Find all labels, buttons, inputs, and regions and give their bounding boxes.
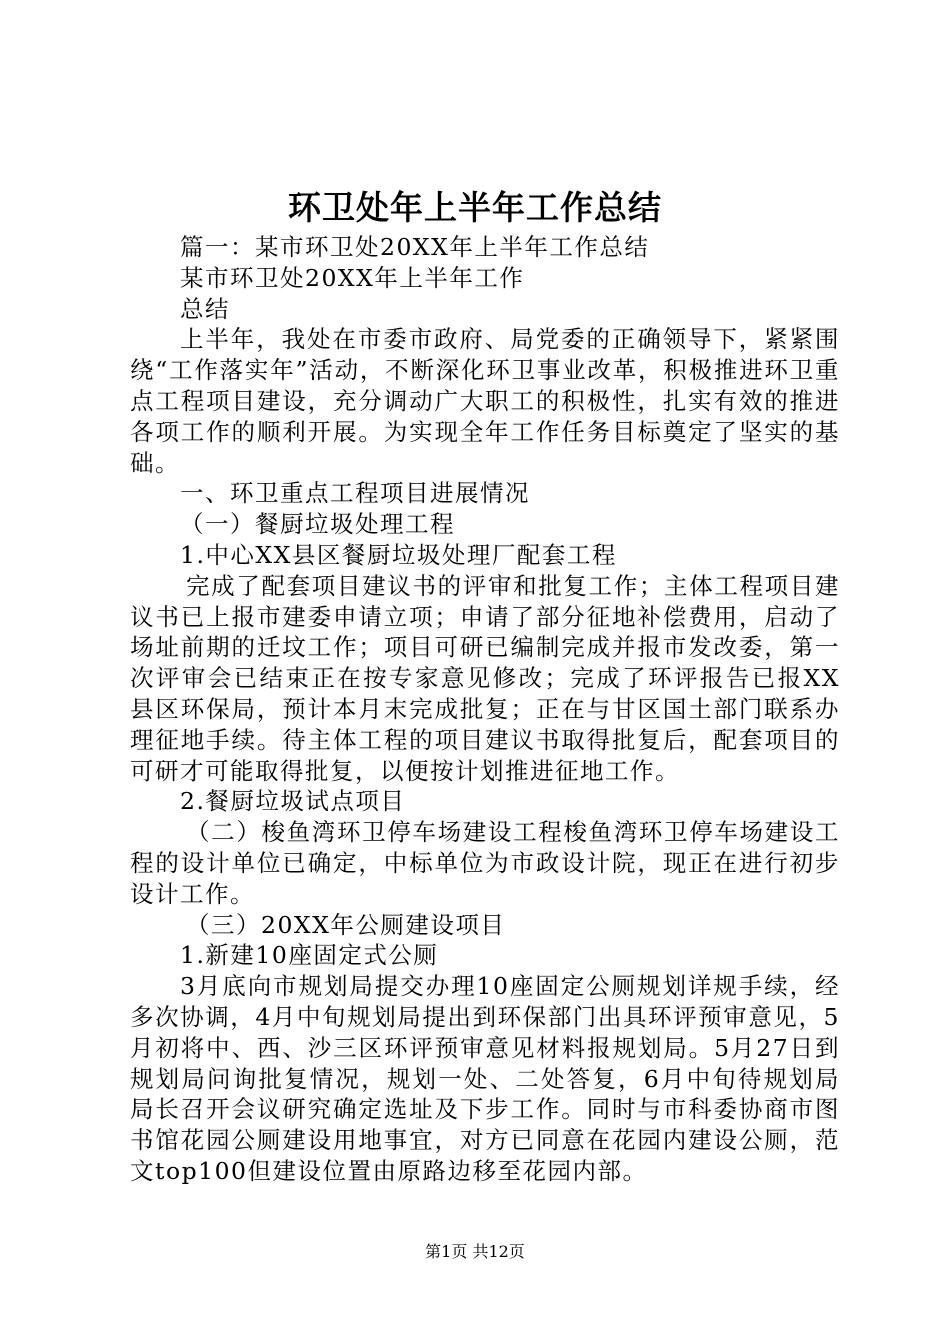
paragraph-intro: 上半年，我处在市委市政府、局党委的正确领导下，紧紧围绕“工作落实年”活动，不断深化环卫事业改革，积极推进环卫重点工程项目建设，充分调动广大职工的积极性，扎实有效的推进各项工作的顺利开展。为实现全年工作任务目标奠定了坚实的基础。 xyxy=(130,325,840,477)
section-heading-1: 一、环卫重点工程项目进展情况 xyxy=(180,479,530,508)
paragraph-item-1: 完成了配套项目建议书的评审和批复工作；主体工程项目建议书已上报市建委申请立项；申请了部分征地补偿费用，启动了场址前期的迁坟工作；项目可研已编制完成并报市发改委，第一次评审会已结束正在按专家意见修改；完成了环评报告已报XX县区环保局，预计本月末完成批复；正在与甘区国土部门联系办理征地手续。待主体工程的项目建议书取得批复后，配套项目的可研才可能取得批复，以便按计划推进征地工作。 xyxy=(130,571,840,785)
document-body xyxy=(130,232,840,1187)
item-heading-1: 1.中心XX县区餐厨垃圾处理厂配套工程 xyxy=(180,540,617,569)
paragraph-chapter-heading: 篇一：某市环卫处20XX年上半年工作总结 xyxy=(180,233,650,261)
item-heading-3: 1.新建10座固定式公厕 xyxy=(180,941,439,970)
subsection-heading-1: （一）餐厨垃圾处理工程 xyxy=(180,510,455,539)
paragraph-subtitle-continued: 总结 xyxy=(180,294,230,323)
item-heading-2: 2.餐厨垃圾试点项目 xyxy=(180,787,406,816)
subsection-heading-3: （三）20XX年公厕建设项目 xyxy=(186,910,506,939)
paragraph-subsection-2: （二）梭鱼湾环卫停车场建设工程梭鱼湾环卫停车场建设工程的设计单位已确定，中标单位为市政设计院，现正在进行初步设计工作。 xyxy=(130,818,840,908)
document-title: 环卫处年上半年工作总结 xyxy=(288,188,662,227)
paragraph-item-3: 3月底向市规划局提交办理10座固定公厕规划详规手续，经多次协调，4月中旬规划局提出到环保部门出具环评预审意见，5月初将中、西、沙三区环评预审意见材料报规划局。5月27日到规划局问询批复情况，规划一处、二处答复，6月中旬待规划局局长召开会议研究确定选址及下步工作。同时与市科委协商市图书馆花园公厕建设用地事宜，对方已同意在花园内建设公厕，范文top100但建设位置由原路边移至花园内部。 xyxy=(130,972,840,1185)
paragraph-subtitle: 某市环卫处20XX年上半年工作 xyxy=(180,263,525,292)
page-number-footer: 第1页 共12页 xyxy=(425,1242,525,1261)
